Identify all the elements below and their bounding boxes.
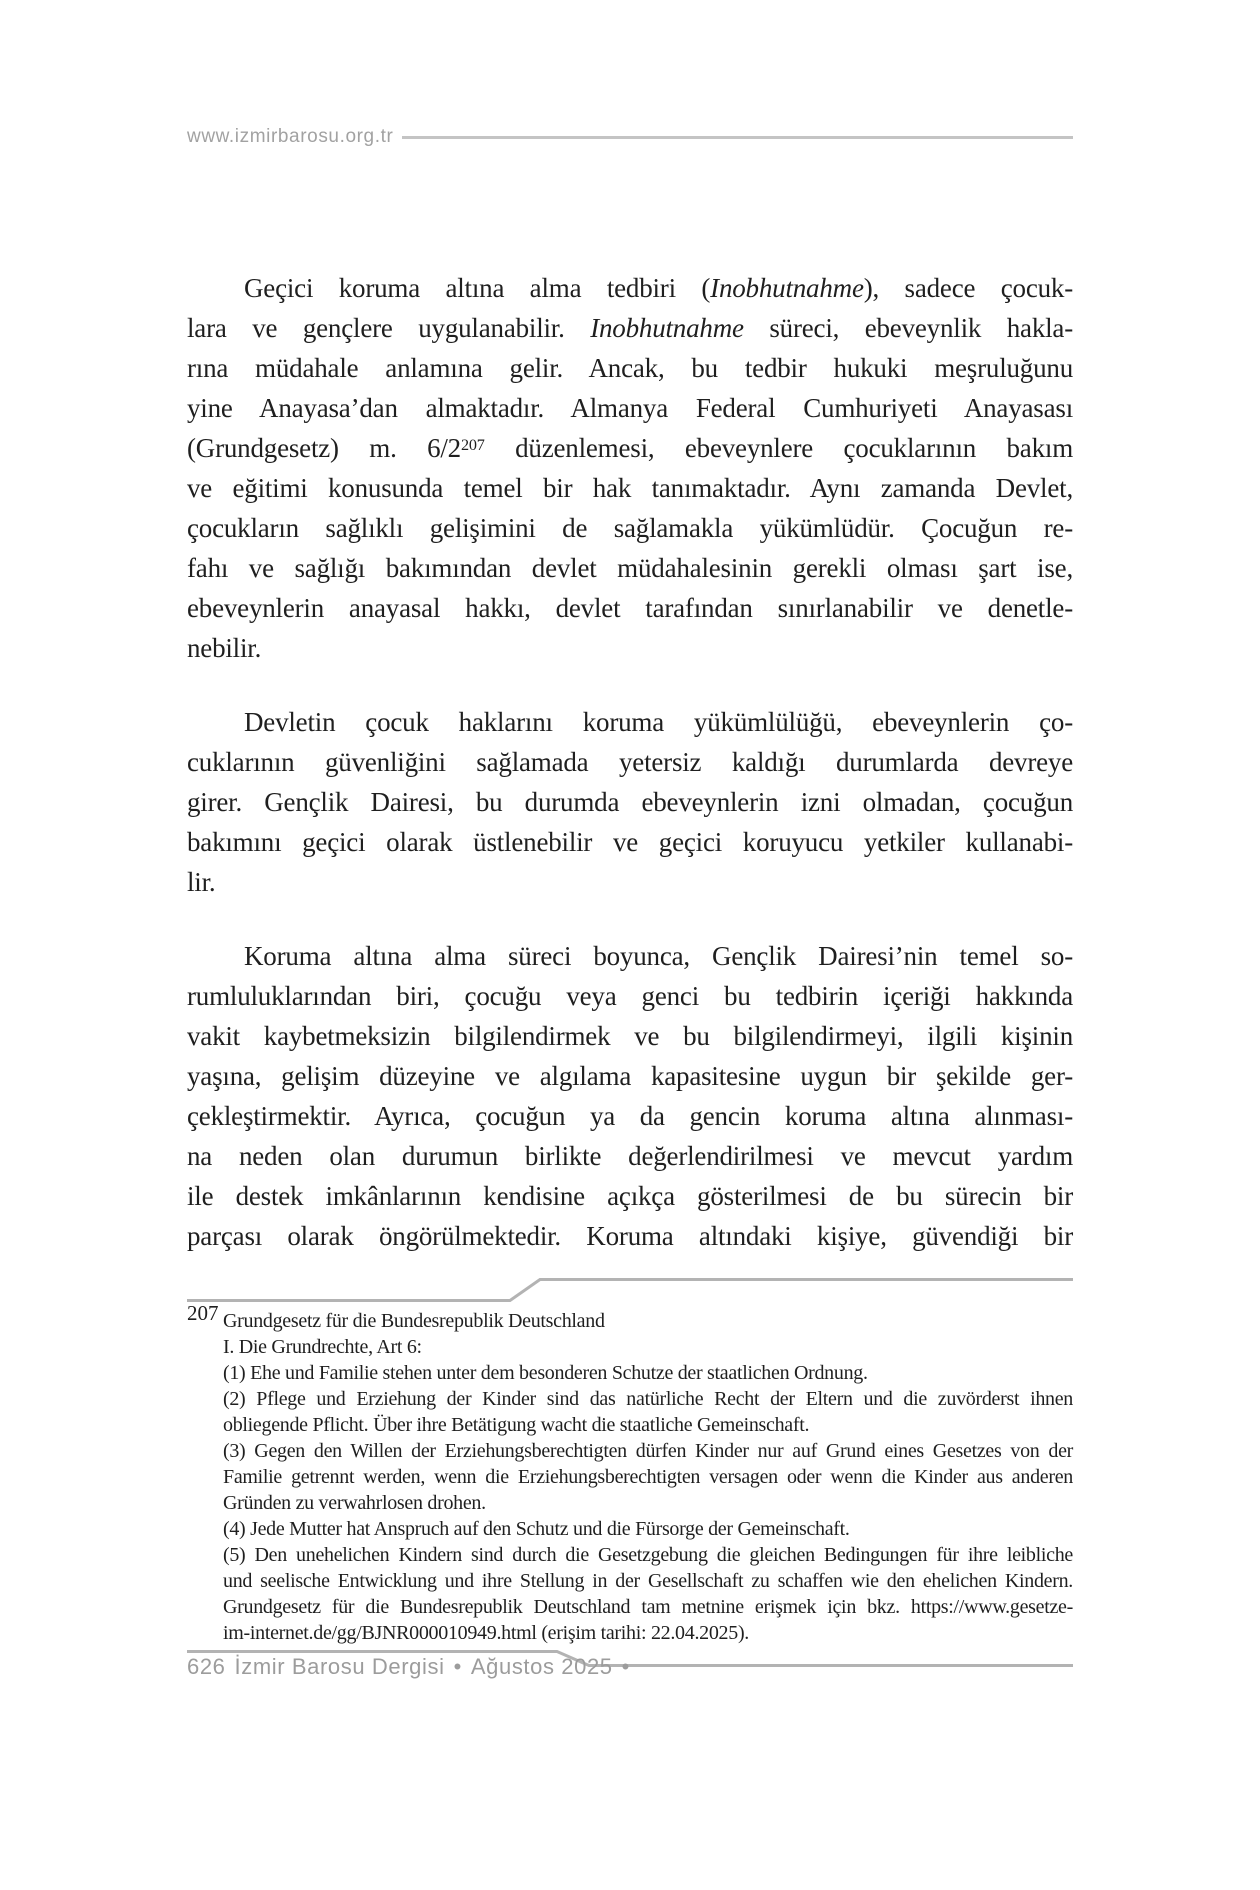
body-line: nebilir. bbox=[187, 633, 262, 663]
body-paragraphs bbox=[187, 268, 1073, 1290]
footnote-number: 207 bbox=[187, 1301, 219, 1325]
page-header bbox=[187, 126, 1073, 148]
body-line: Geçici koruma altına alma tedbiri (Inobhutnahme), sadece çocuk- bbox=[244, 273, 1073, 303]
footer-trailing-dot: • bbox=[621, 1654, 630, 1679]
page-footer bbox=[187, 1654, 630, 1680]
body-line: ile destek imkânlarının kendisine açıkça gösterilmesi de bu sürecin bir bbox=[187, 1181, 1073, 1211]
footnote-line: I. Die Grundrechte, Art 6: bbox=[223, 1336, 422, 1358]
paragraph bbox=[187, 936, 1073, 1256]
header-url: www.izmirbarosu.org.tr bbox=[187, 126, 394, 147]
body-line: ve eğitimi konusunda temel bir hak tanımaktadır. Aynı zamanda Devlet, bbox=[187, 473, 1073, 503]
footer-issue-date: Ağustos 2025 bbox=[470, 1654, 613, 1679]
body-line: (Grundgesetz) m. $6/2^{207}$ düzenlemesi, ebeveynlere çocuklarının bakım bbox=[187, 433, 1073, 463]
footnote-line: obliegende Pflicht. Über ihre Betätigung wacht die staatliche Gemeinschaft. bbox=[223, 1414, 810, 1436]
footer-page-number: 626 bbox=[187, 1654, 226, 1679]
footnote-line: Familie getrennt werden, wenn die Erziehungsberechtigten versagen oder wenn die Kinder aus anderen bbox=[223, 1466, 1073, 1488]
body-line: çekleştirmektir. Ayrıca, çocuğun ya da gencin koruma altına alınması- bbox=[187, 1101, 1073, 1131]
footer-separator-dot: • bbox=[453, 1654, 462, 1679]
body-line: vakit kaybetmeksizin bilgilendirmek ve bu bilgilendirmeyi, ilgili kişinin bbox=[187, 1021, 1073, 1051]
footnote-line: Grundgesetz für die Bundesrepublik Deutschland bbox=[223, 1310, 605, 1332]
body-line: lara ve gençlere uygulanabilir. Inobhutnahme süreci, ebeveynlik hakla- bbox=[187, 313, 1073, 343]
body-line: Devletin çocuk haklarını koruma yükümlülüğü, ebeveynlerin ço- bbox=[244, 707, 1073, 737]
body-line: na neden olan durumun birlikte değerlendirilmesi ve mevcut yardım bbox=[187, 1141, 1073, 1171]
body-line: yine Anayasa’dan almaktadır. Almanya Federal Cumhuriyeti Anayasası bbox=[187, 393, 1073, 423]
body-line: fahı ve sağlığı bakımından devlet müdahalesinin gerekli olması şart ise, bbox=[187, 553, 1073, 583]
footnote-divider bbox=[187, 1272, 1073, 1306]
paragraph bbox=[187, 268, 1073, 668]
body-line: girer. Gençlik Dairesi, bu durumda ebeveynlerin izni olmadan, çocuğun bbox=[187, 787, 1073, 817]
paragraph bbox=[187, 702, 1073, 902]
body-line: Koruma altına alma süreci boyunca, Gençlik Dairesi’nin temel so- bbox=[244, 941, 1073, 971]
footnote-line: Grundgesetz für die Bundesrepublik Deutschland tam metnine erişmek için bkz. https://www.gesetze- bbox=[223, 1596, 1073, 1618]
body-line: ebeveynlerin anayasal hakkı, devlet tarafından sınırlanabilir ve denetle- bbox=[187, 593, 1073, 623]
body-line: bakımını geçici olarak üstlenebilir ve geçici koruyucu yetkiler kullanabi- bbox=[187, 827, 1073, 857]
footnote-line: (5) Den unehelichen Kindern sind durch die Gesetzgebung die gleichen Bedingungen für ihre leibliche bbox=[223, 1544, 1073, 1566]
footnote-line: Gründen zu verwahrlosen drohen. bbox=[223, 1492, 486, 1514]
body-line: yaşına, gelişim düzeyine ve algılama kapasitesine uygun bir şekilde ger- bbox=[187, 1061, 1073, 1091]
footnote-line: und seelische Entwicklung und ihre Stellung in der Gesellschaft zu schaffen wie den ehelichen Kindern. bbox=[223, 1570, 1073, 1592]
footer-journal-title: İzmir Barosu Dergisi bbox=[234, 1654, 445, 1679]
body-line: cuklarının güvenliğini sağlamada yetersiz kaldığı durumlarda devreye bbox=[187, 747, 1073, 777]
body-line: rına müdahale anlamına gelir. Ancak, bu tedbir hukuki meşruluğunu bbox=[187, 353, 1073, 383]
footnote-block bbox=[187, 1301, 1073, 1646]
footnote-line: (1) Ehe und Familie stehen unter dem besonderen Schutze der staatlichen Ordnung. bbox=[223, 1362, 868, 1384]
footnote-lines bbox=[223, 1308, 1073, 1646]
header-rule bbox=[402, 136, 1073, 139]
footnote-line: (4) Jede Mutter hat Anspruch auf den Schutz und die Fürsorge der Gemeinschaft. bbox=[223, 1518, 850, 1540]
footnote-line: (2) Pflege und Erziehung der Kinder sind das natürliche Recht der Eltern und die zuvörderst ihnen bbox=[223, 1388, 1073, 1410]
body-line: rumluluklarından biri, çocuğu veya genci bu tedbirin içeriği hakkında bbox=[187, 981, 1073, 1011]
footnote-line: (3) Gegen den Willen der Erziehungsberechtigten dürfen Kinder nur auf Grund eines Gesetzes von der bbox=[223, 1440, 1073, 1462]
footnote-line: im-internet.de/gg/BJNR000010949.html (erişim tarihi: 22.04.2025). bbox=[223, 1622, 749, 1644]
body-line: parçası olarak öngörülmektedir. Koruma altındaki kişiye, güvendiği bir bbox=[187, 1221, 1073, 1251]
body-line: lir. bbox=[187, 867, 216, 897]
body-line: çocukların sağlıklı gelişimini de sağlamakla yükümlüdür. Çocuğun re- bbox=[187, 513, 1073, 543]
